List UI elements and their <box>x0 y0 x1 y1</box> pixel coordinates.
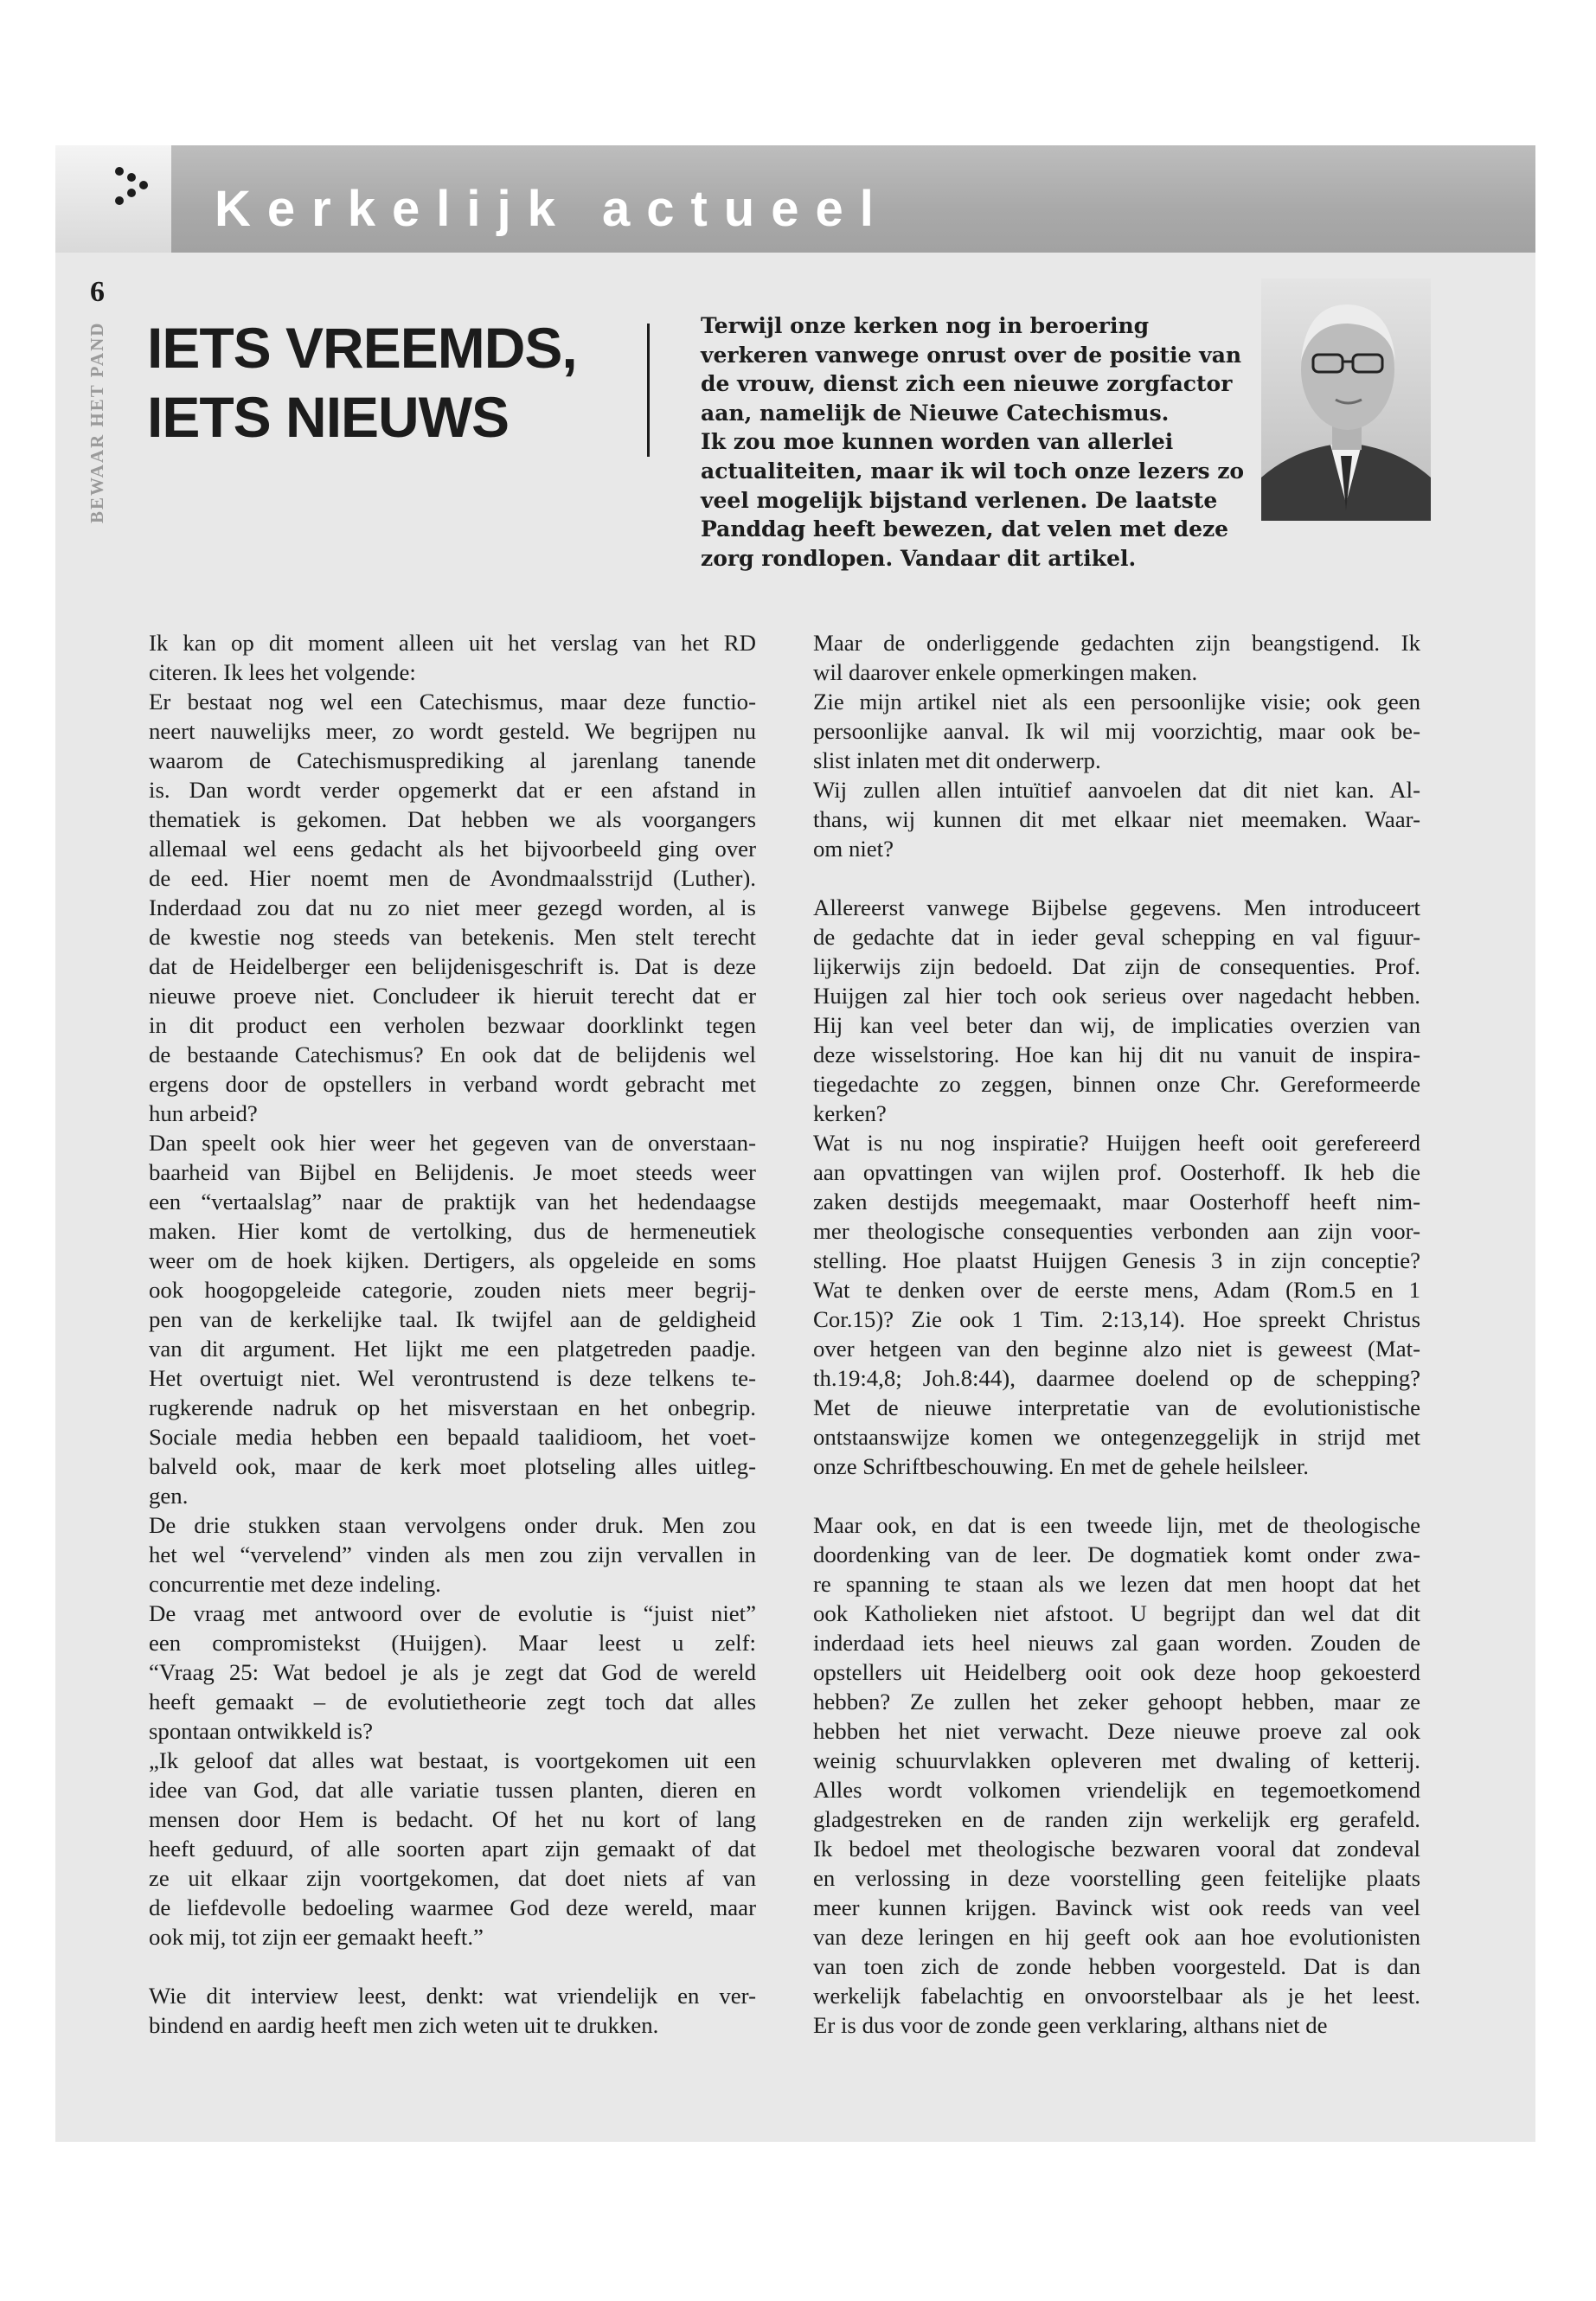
intro-line: zorg rondlopen. Vandaar dit artikel. <box>701 545 1137 571</box>
body-line: maken. Hier komt de vertolking, dus de hermeneutiek <box>149 1218 756 1244</box>
body-line: van toen zich de zonde hebben voorgesteld. Dat is dan <box>813 1953 1420 1979</box>
body-line: ook hoogopgeleide categorie, zouden niets meer begrij- <box>149 1277 756 1303</box>
magazine-logo-icon <box>112 164 156 211</box>
body-line: om niet? <box>813 836 894 862</box>
body-line: Sociale media hebben een bepaald taalidioom, het voet- <box>149 1424 756 1450</box>
body-line: de bestaande Catechismus? En ook dat de belijdenis wel <box>149 1042 756 1067</box>
intro-line: aan, namelijk de Nieuwe Catechismus. <box>701 400 1170 426</box>
body-line: Wat is nu nog inspiratie? Huijgen heeft ooit gerefereerd <box>813 1130 1420 1156</box>
body-line: idee van God, dat alle variatie tussen planten, dieren en <box>149 1777 756 1803</box>
body-line: baarheid van Bijbel en Belijdenis. Je moet steeds weer <box>149 1159 756 1185</box>
article-column-right <box>813 628 1420 2040</box>
body-line: de liefdevolle bedoeling waarmee God deze wereld, maar <box>149 1894 756 1920</box>
headline-line: IETS NIEUWS <box>147 385 510 449</box>
body-line <box>149 1952 756 1981</box>
body-line: balveld ook, maar de kerk moet plotseling alles uitleg- <box>149 1453 756 1479</box>
author-portrait <box>1261 279 1431 521</box>
section-title: Kerkelijk actueel <box>215 181 890 237</box>
body-line: heeft geduurd, of alle soorten apart zijn gemaakt of dat <box>149 1836 756 1862</box>
intro-line: Panddag heeft bewezen, dat velen met deze <box>701 516 1229 542</box>
body-line: Cor.15)? Zie ook 1 Tim. 2:13,14). Hoe spreekt Christus <box>813 1306 1420 1332</box>
body-line <box>813 1481 1420 1510</box>
body-line: de gedachte dat in ieder geval schepping en val figuur- <box>813 924 1420 950</box>
body-line: Maar ook, en dat is een tweede lijn, met de theologische <box>813 1512 1420 1538</box>
body-line: een compromistekst (Huijgen). Maar leest u zelf: <box>149 1630 756 1656</box>
body-line: is. Dan wordt verder opgemerkt dat er een afstand in <box>149 777 756 803</box>
body-line: hebben het niet verwacht. Deze nieuwe proeve zal ook <box>813 1718 1420 1744</box>
body-line: hun arbeid? <box>149 1100 258 1126</box>
headline-divider <box>647 324 650 457</box>
body-line: Er bestaat nog wel een Catechismus, maar deze functio- <box>149 689 756 715</box>
body-line: thematiek is gekomen. Dat hebben we als voorgangers <box>149 806 756 832</box>
body-line: hebben? Ze zullen het zeker gehoopt hebben, maar ze <box>813 1689 1420 1715</box>
body-line: werkelijk fabelachtig en onvoorstelbaar als je het leest. <box>813 1983 1420 2009</box>
body-line: de kwestie nog steeds van betekenis. Men stelt terecht <box>149 924 756 950</box>
body-line: het wel “vervelend” vinden als men zou zijn vervallen in <box>149 1541 756 1567</box>
body-line: persoonlijke aanval. Ik wil mij voorzichtig, maar ook be- <box>813 718 1420 744</box>
body-line: de eed. Hier noemt men de Avondmaalsstrijd (Luther). <box>149 865 756 891</box>
body-line: rugkerende nadruk op het misverstaan en het onbegrip. <box>149 1394 756 1420</box>
body-line: van dit argument. Het lijkt me een platgetreden paadje. <box>149 1336 756 1362</box>
body-line: zaken destijds meegemaakt, maar Oosterhoff heeft nim- <box>813 1189 1420 1215</box>
body-line: bindend en aardig heeft men zich weten uit te drukken. <box>149 2012 659 2038</box>
body-line: ergens door de opstellers in verband wordt gebracht met <box>149 1071 756 1097</box>
body-line: mer theologische consequenties verbonden aan zijn voor- <box>813 1218 1420 1244</box>
body-line: en verlossing in deze voorstelling geen feitelijke plaats <box>813 1865 1420 1891</box>
body-line: re spanning te staan als we lezen dat men hoopt dat het <box>813 1571 1420 1597</box>
body-line: waarom de Catechismusprediking al jarenlang tanende <box>149 747 756 773</box>
headline-line: IETS VREEMDS, <box>147 316 577 380</box>
body-line: van deze leringen en hij geeft ook aan hoe evolutionisten <box>813 1924 1420 1950</box>
body-line: deze wisselstoring. Hoe kan hij dit nu vanuit de inspira- <box>813 1042 1420 1067</box>
body-line: kerken? <box>813 1100 887 1126</box>
body-line: ook mij, tot zijn eer gemaakt heeft.” <box>149 1924 484 1950</box>
page-number: 6 <box>90 276 105 308</box>
body-line: mensen door Hem is bedacht. Of het nu kort of lang <box>149 1806 756 1832</box>
body-line: weinig schuurvlakken opleveren met dwaling of ketterij. <box>813 1747 1420 1773</box>
body-line: Huijgen zal hier toch ook serieus over nagedacht hebben. <box>813 983 1420 1009</box>
body-line: De vraag met antwoord over de evolutie is “juist niet” <box>149 1600 756 1626</box>
intro-line: Ik zou moe kunnen worden van allerlei <box>701 429 1174 455</box>
body-line: Allereerst vanwege Bijbelse gegevens. Men introduceert <box>813 894 1420 920</box>
body-line: thans, wij kunnen dit met elkaar niet meemaken. Waar- <box>813 806 1420 832</box>
body-line: inderdaad iets heel nieuws zal gaan worden. Zouden de <box>813 1630 1420 1656</box>
body-line: allemaal wel eens gedacht als het bijvoorbeeld ging over <box>149 836 756 862</box>
body-line: Wat te denken over de eerste mens, Adam (Rom.5 en 1 <box>813 1277 1420 1303</box>
article-intro <box>701 311 1246 573</box>
body-line: weer om de hoek kijken. Dertigers, als opgeleide en soms <box>149 1247 756 1273</box>
body-line: opstellers uit Heidelberg ooit ook deze hoop gekoesterd <box>813 1659 1420 1685</box>
body-line: Wij zullen allen intuïtief aanvoelen dat dit niet kan. Al- <box>813 777 1420 803</box>
body-line: onze Schriftbeschouwing. En met de gehele heilsleer. <box>813 1453 1309 1479</box>
body-line: over hetgeen van den beginne alzo niet is geweest (Mat- <box>813 1336 1420 1362</box>
body-line: Hij kan veel beter dan wij, de implicaties overzien van <box>813 1012 1420 1038</box>
body-line: Inderdaad zou dat nu zo niet meer gezegd worden, al is <box>149 894 756 920</box>
body-line: Maar de onderliggende gedachten zijn beangstigend. Ik <box>813 630 1420 656</box>
body-line: wil daarover enkele opmerkingen maken. <box>813 659 1198 685</box>
body-line: De drie stukken staan vervolgens onder druk. Men zou <box>149 1512 756 1538</box>
body-line: concurrentie met deze indeling. <box>149 1571 441 1597</box>
body-line: gladgestreken en de randen zijn werkelijk erg gerafeld. <box>813 1806 1420 1832</box>
body-line: aan opvattingen van wijlen prof. Oosterhoff. Ik heb die <box>813 1159 1420 1185</box>
body-line: ook Katholieken niet afstoot. U begrijpt dan wel dat dit <box>813 1600 1420 1626</box>
body-line: Met de nieuwe interpretatie van de evolutionistische <box>813 1394 1420 1420</box>
body-line: Dan speelt ook hier weer het gegeven van de onverstaan- <box>149 1130 756 1156</box>
body-line: “Vraag 25: Wat bedoel je als je zegt dat God de wereld <box>149 1659 756 1685</box>
body-line: stelling. Hoe plaatst Huijgen Genesis 3 in zijn conceptie? <box>813 1247 1420 1273</box>
intro-line: verkeren vanwege onrust over de positie van <box>701 342 1242 368</box>
body-line: Ik kan op dit moment alleen uit het verslag van het RD <box>149 630 756 656</box>
body-line: ontstaanswijze komen we ontegenzeggelijk in strijd met <box>813 1424 1420 1450</box>
body-line: th.19:4,8; Joh.8:44), daarmee doelend op de schepping? <box>813 1365 1420 1391</box>
body-line: „Ik geloof dat alles wat bestaat, is voortgekomen uit een <box>149 1747 756 1773</box>
body-line: Ik bedoel met theologische bezwaren vooral dat zondeval <box>813 1836 1420 1862</box>
intro-line: veel mogelijk bijstand verlenen. De laatste <box>701 487 1218 513</box>
side-label: BEWAAR HET PAND <box>87 321 107 523</box>
body-line: Wie dit interview leest, denkt: wat vriendelijk en ver- <box>149 1983 756 2009</box>
intro-line: actualiteiten, maar ik wil toch onze lezers zo <box>701 458 1245 484</box>
body-line: spontaan ontwikkeld is? <box>149 1718 373 1744</box>
body-line: pen van de kerkelijke taal. Ik twijfel aan de geldigheid <box>149 1306 756 1332</box>
intro-line: de vrouw, dienst zich een nieuwe zorgfactor <box>701 371 1233 397</box>
body-line: slist inlaten met dit onderwerp. <box>813 747 1101 773</box>
body-line: lijkerwijs zijn bedoeld. Dat zijn de consequenties. Prof. <box>813 953 1420 979</box>
body-line: Alles wordt volkomen vriendelijk en tegemoetkomend <box>813 1777 1420 1803</box>
body-line: heeft gemaakt – de evolutietheorie zegt toch dat alles <box>149 1689 756 1715</box>
body-line: ze uit elkaar zijn voortgekomen, dat doet niets af van <box>149 1865 756 1891</box>
body-line: Het overtuigt niet. Wel verontrustend is deze telkens te- <box>149 1365 756 1391</box>
body-line: doordenking van de leer. De dogmatiek komt onder zwa- <box>813 1541 1420 1567</box>
body-line: nieuwe proeve niet. Concludeer ik hieruit terecht dat er <box>149 983 756 1009</box>
intro-line: Terwijl onze kerken nog in beroering <box>701 313 1150 338</box>
body-line: Zie mijn artikel niet als een persoonlijke visie; ook geen <box>813 689 1420 715</box>
article-column-left <box>149 628 756 2040</box>
body-line: gen. <box>149 1483 189 1509</box>
body-line: tiegedachte zo zeggen, binnen onze Chr. Gereformeerde <box>813 1071 1420 1097</box>
article-headline <box>147 313 649 452</box>
body-line: neert nauwelijks meer, zo wordt gesteld. We begrijpen nu <box>149 718 756 744</box>
body-line: meer kunnen krijgen. Bavinck wist ook reeds van veel <box>813 1894 1420 1920</box>
body-line <box>813 863 1420 893</box>
body-line: citeren. Ik lees het volgende: <box>149 659 416 685</box>
body-line: een “vertaalslag” naar de praktijk van het hedendaagse <box>149 1189 756 1215</box>
body-line: dat de Heidelberger een belijdenisgeschrift is. Dat is deze <box>149 953 756 979</box>
body-line: in dit product een verholen bezwaar doorklinkt tegen <box>149 1012 756 1038</box>
body-line: Er is dus voor de zonde geen verklaring, althans niet de <box>813 2012 1328 2038</box>
